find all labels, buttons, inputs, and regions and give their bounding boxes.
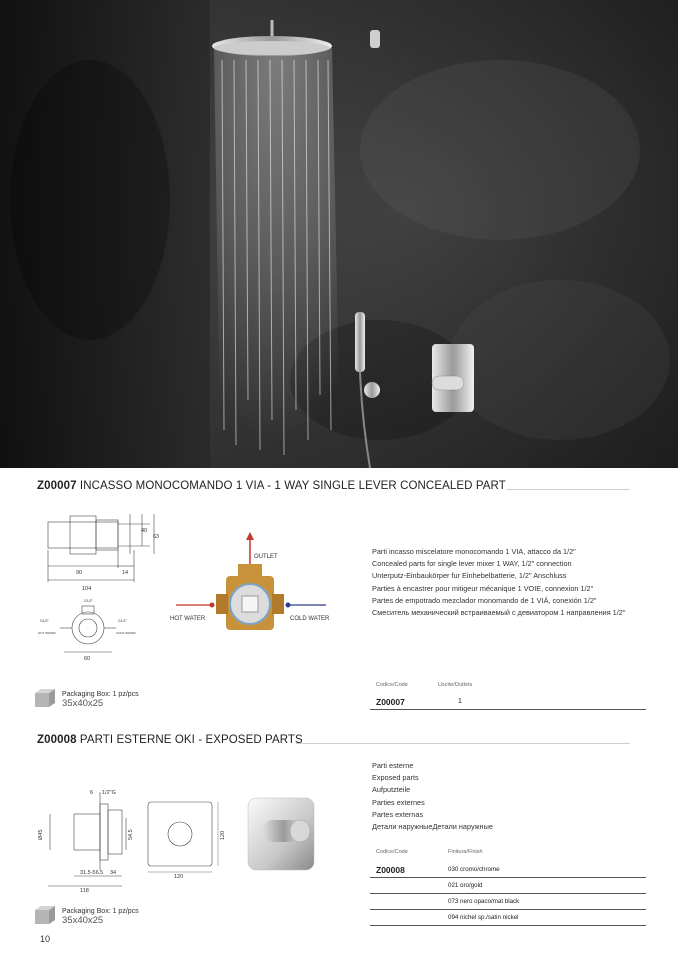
section1-technical-drawing <box>30 510 170 660</box>
finish-chrome: 030 cromo/chrome <box>448 866 500 873</box>
dim-g12-right: G1/2" <box>118 619 127 623</box>
dim-6: 6 <box>90 790 94 796</box>
packaging-box-icon <box>33 904 57 926</box>
section2-table-code: Z00008 <box>376 865 405 875</box>
finish-mat-black: 073 nero opaco/mat black <box>448 898 520 905</box>
section2-technical-drawing <box>30 784 142 894</box>
dim-g12-top: G1/2" <box>84 599 93 603</box>
hero-shower-photo <box>0 0 678 468</box>
section2-plate-drawing <box>144 800 226 880</box>
finish-line-2 <box>370 893 646 894</box>
finish-line-4 <box>370 925 646 926</box>
section2-desc-en: Exposed parts <box>372 773 419 783</box>
cold-water-small: COLD WATER <box>116 631 136 635</box>
section1-table-code: Z00007 <box>376 697 405 707</box>
hot-water-dot <box>210 603 215 608</box>
section1-title <box>37 480 506 492</box>
dim-118: 118 <box>80 888 89 894</box>
section1-col-code: Codice/Code <box>376 682 408 688</box>
section1-packaging-size: 35x40x25 <box>62 698 104 709</box>
cold-water-label: COLD WATER <box>290 616 330 622</box>
dim-14: 14 <box>122 570 129 576</box>
hot-water-small: HOT WATER <box>38 631 56 635</box>
section1-desc-en: Concealed parts for single lever mixer 1 WAY, 1/2" connection <box>372 559 572 569</box>
section2-desc-it: Parti esterne <box>372 761 414 770</box>
section2-product-photo <box>244 796 324 876</box>
dim-120-width: 120 <box>174 874 184 880</box>
section1-desc-it: Parti incasso miscelatore monocomando 1 VIA, attacco da 1/2" <box>372 547 576 556</box>
section2-desc-fr: Parties externes <box>372 797 425 807</box>
dim-range: 31.5-56.5 <box>80 870 104 876</box>
finish-satin-nickel: 094 nichel sp./satin nickel <box>448 914 519 921</box>
section2-title <box>37 734 303 746</box>
section2-col-finish: Finitura/Finish <box>448 849 483 855</box>
section1-desc-fr: Parties à encastrer pour mitigeur mécanique 1 VOIE, connexion 1/2" <box>372 583 594 593</box>
section1-rule <box>506 489 630 490</box>
finish-line-3 <box>370 909 646 910</box>
page-number: 10 <box>40 934 51 944</box>
dim-diameter-45: Ø45 <box>38 829 44 840</box>
dim-54-5: 54.5 <box>128 829 134 840</box>
dim-34: 34 <box>110 870 117 876</box>
section2-col-code: Codice/Code <box>376 849 408 855</box>
dim-g12-left: G1/2" <box>40 619 49 623</box>
section1-col-outlets: Uscite/Outlets <box>438 682 473 688</box>
dim-104: 104 <box>82 586 92 592</box>
section1-packaging-label: Packaging Box: 1 pz/pcs <box>62 691 139 698</box>
section2-desc-de: Aufputzteile <box>372 785 411 795</box>
dim-half-inch-g: 1/2"G <box>102 790 116 796</box>
section1-table-outlets: 1 <box>458 698 462 705</box>
dim-40: 40 <box>141 528 148 534</box>
cold-water-dot <box>286 603 291 608</box>
section1-title-text: INCASSO MONOCOMANDO 1 VIA - 1 WAY SINGLE LEVER CONCEALED PART <box>79 480 506 492</box>
section1-packaging <box>62 690 139 708</box>
packaging-box-icon <box>33 687 57 709</box>
section2-rule <box>296 743 630 744</box>
dim-120-height: 120 <box>220 830 226 840</box>
shower-illustration <box>0 0 678 468</box>
section2-title-text: PARTI ESTERNE OKI - EXPOSED PARTS <box>79 734 303 746</box>
section1-table-line <box>370 709 646 710</box>
section2-packaging-size: 35x40x25 <box>62 915 104 926</box>
outlet-label: OUTLET <box>254 554 278 560</box>
hot-water-label: HOT WATER <box>170 616 206 622</box>
section1-description <box>372 546 625 619</box>
dim-60: 60 <box>84 656 91 660</box>
section1-desc-es: Partes de empotrado mezclador monomando de 1 VIÁ, conexión 1/2" <box>372 595 597 605</box>
section1-valve-illustration <box>168 530 348 640</box>
dim-63: 63 <box>153 534 160 540</box>
section2-code: Z00008 <box>37 734 77 746</box>
finish-gold: 021 oro/gold <box>448 882 483 889</box>
dim-90: 90 <box>76 570 83 576</box>
finish-line-1 <box>370 877 646 878</box>
section2-description <box>372 760 493 833</box>
section1-code: Z00007 <box>37 480 77 492</box>
section1-desc-de: Unterputz-Einbaukörper fur Einhebelbatterie, 1/2" Anschluss <box>372 571 567 581</box>
section2-desc-ru: Детали наружныеДетали наружные <box>372 822 493 832</box>
section2-packaging <box>62 907 139 925</box>
section1-desc-ru: Смеситель механический встраиваемый с девиатором 1 направления 1/2" <box>372 608 626 618</box>
section2-packaging-label: Packaging Box: 1 pz/pcs <box>62 908 139 915</box>
section2-desc-es: Partes externas <box>372 809 424 819</box>
